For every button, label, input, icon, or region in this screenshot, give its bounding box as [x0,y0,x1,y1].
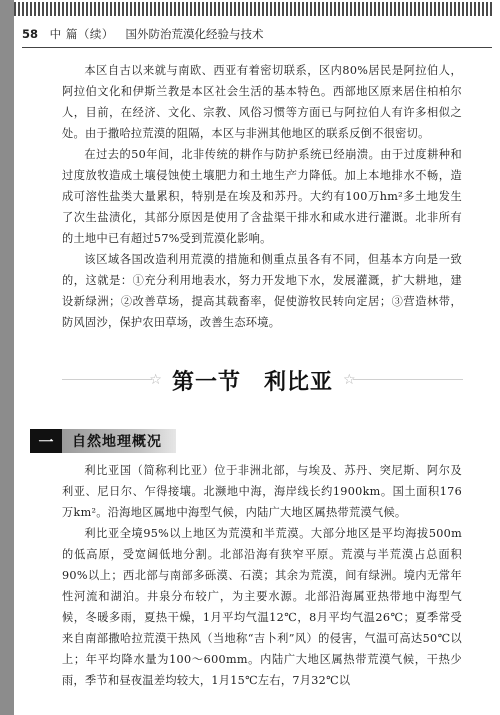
star-icon: ☆ [343,372,356,388]
page-edge-bar [0,0,14,715]
header-rule [22,47,492,48]
page-number: 58 [22,27,39,41]
running-header [22,26,492,46]
section-rule-left [62,379,152,380]
paragraph: 利比亚国（简称利比亚）位于非洲北部，与埃及、苏丹、突尼斯、阿尔及利亚、尼日尔、乍得接壤。北濒地中海，海岸线长约1900km。国土面积176万km²。沿海地区属地中海型气候，内陆广大地区属热带荒漠气候。 [62,464,462,519]
star-icon: ☆ [149,372,162,388]
intro-text [62,60,462,333]
subsection-heading [30,429,176,453]
paragraph: 该区域各国改造利用荒漠的措施和侧重点虽各有不同，但基本方向是一致的，这就是：①充分利用地表水，努力开发地下水，发展灌溉，扩大耕地，建设新绿洲；②改善草场，提高其载畜率，促使游牧民转向定居；③营造林带，防风固沙，保护农田草场，改善生态环境。 [62,253,462,329]
paragraph: 在过去的50年间，北非传统的耕作与防护系统已经崩溃。由于过度耕种和过度放牧造成土壤侵蚀使土壤肥力和土地生产力降低。加上本地排水不畅，造成可溶性盐类大量累积，特别是在埃及和苏丹。大约有100万hm²多土地发生了次生盐渍化，其部分原因是使用了含盐渠干排水和咸水进行灌溉。北非所有的土地中已有超过57%受到荒漠化影响。 [62,148,462,245]
paragraph: 本区自古以来就与南欧、西亚有着密切联系，区内80%居民是阿拉伯人，阿拉伯文化和伊斯兰教是本区社会生活的基本特色。西部地区原来居住柏柏尔人，目前，在经济、文化、宗教、风俗习惯等方面已与阿拉伯人有许多相似之处。由于撒哈拉荒漠的阻隔，本区与非洲其他地区的联系反倒不很密切。 [62,64,462,140]
paragraph: 利比亚全境95%以上地区为荒漠和半荒漠。大部分地区是平均海拔500m的低高原，受宽阔低地分割。北部沿海有狭窄平原。荒漠与半荒漠占总面积90%以上；西北部与南部多砾漠、石漠；其余为荒漠，间有绿洲。境内无常年性河流和湖泊。井泉分布较广，为主要水源。北部沿海属亚热带地中海型气候，冬暖多雨，夏热干燥，1月平均气温12℃，8月平均气温26℃；夏季常受来自南部撒哈拉荒漠干热风（当地称“吉卜利”风）的侵害，气温可高达50℃以上；年平均降水量为100～600mm。内陆广大地区属热带荒漠气候，干热少雨，季节和昼夜温差均较大，1月15℃左右，7月32℃以 [62,527,462,687]
section-title: 第一节 利比亚 [171,369,333,395]
book-title: 中 篇（续） [49,27,114,41]
section-rule-right [353,379,463,380]
chapter-title: 国外防治荒漠化经验与技术 [125,27,264,41]
subsection-title: 自然地理概况 [62,429,176,453]
subsection-number: 一 [30,429,62,453]
section-heading [145,363,360,397]
page-edge-barcode [14,2,494,16]
body-text [62,460,462,691]
